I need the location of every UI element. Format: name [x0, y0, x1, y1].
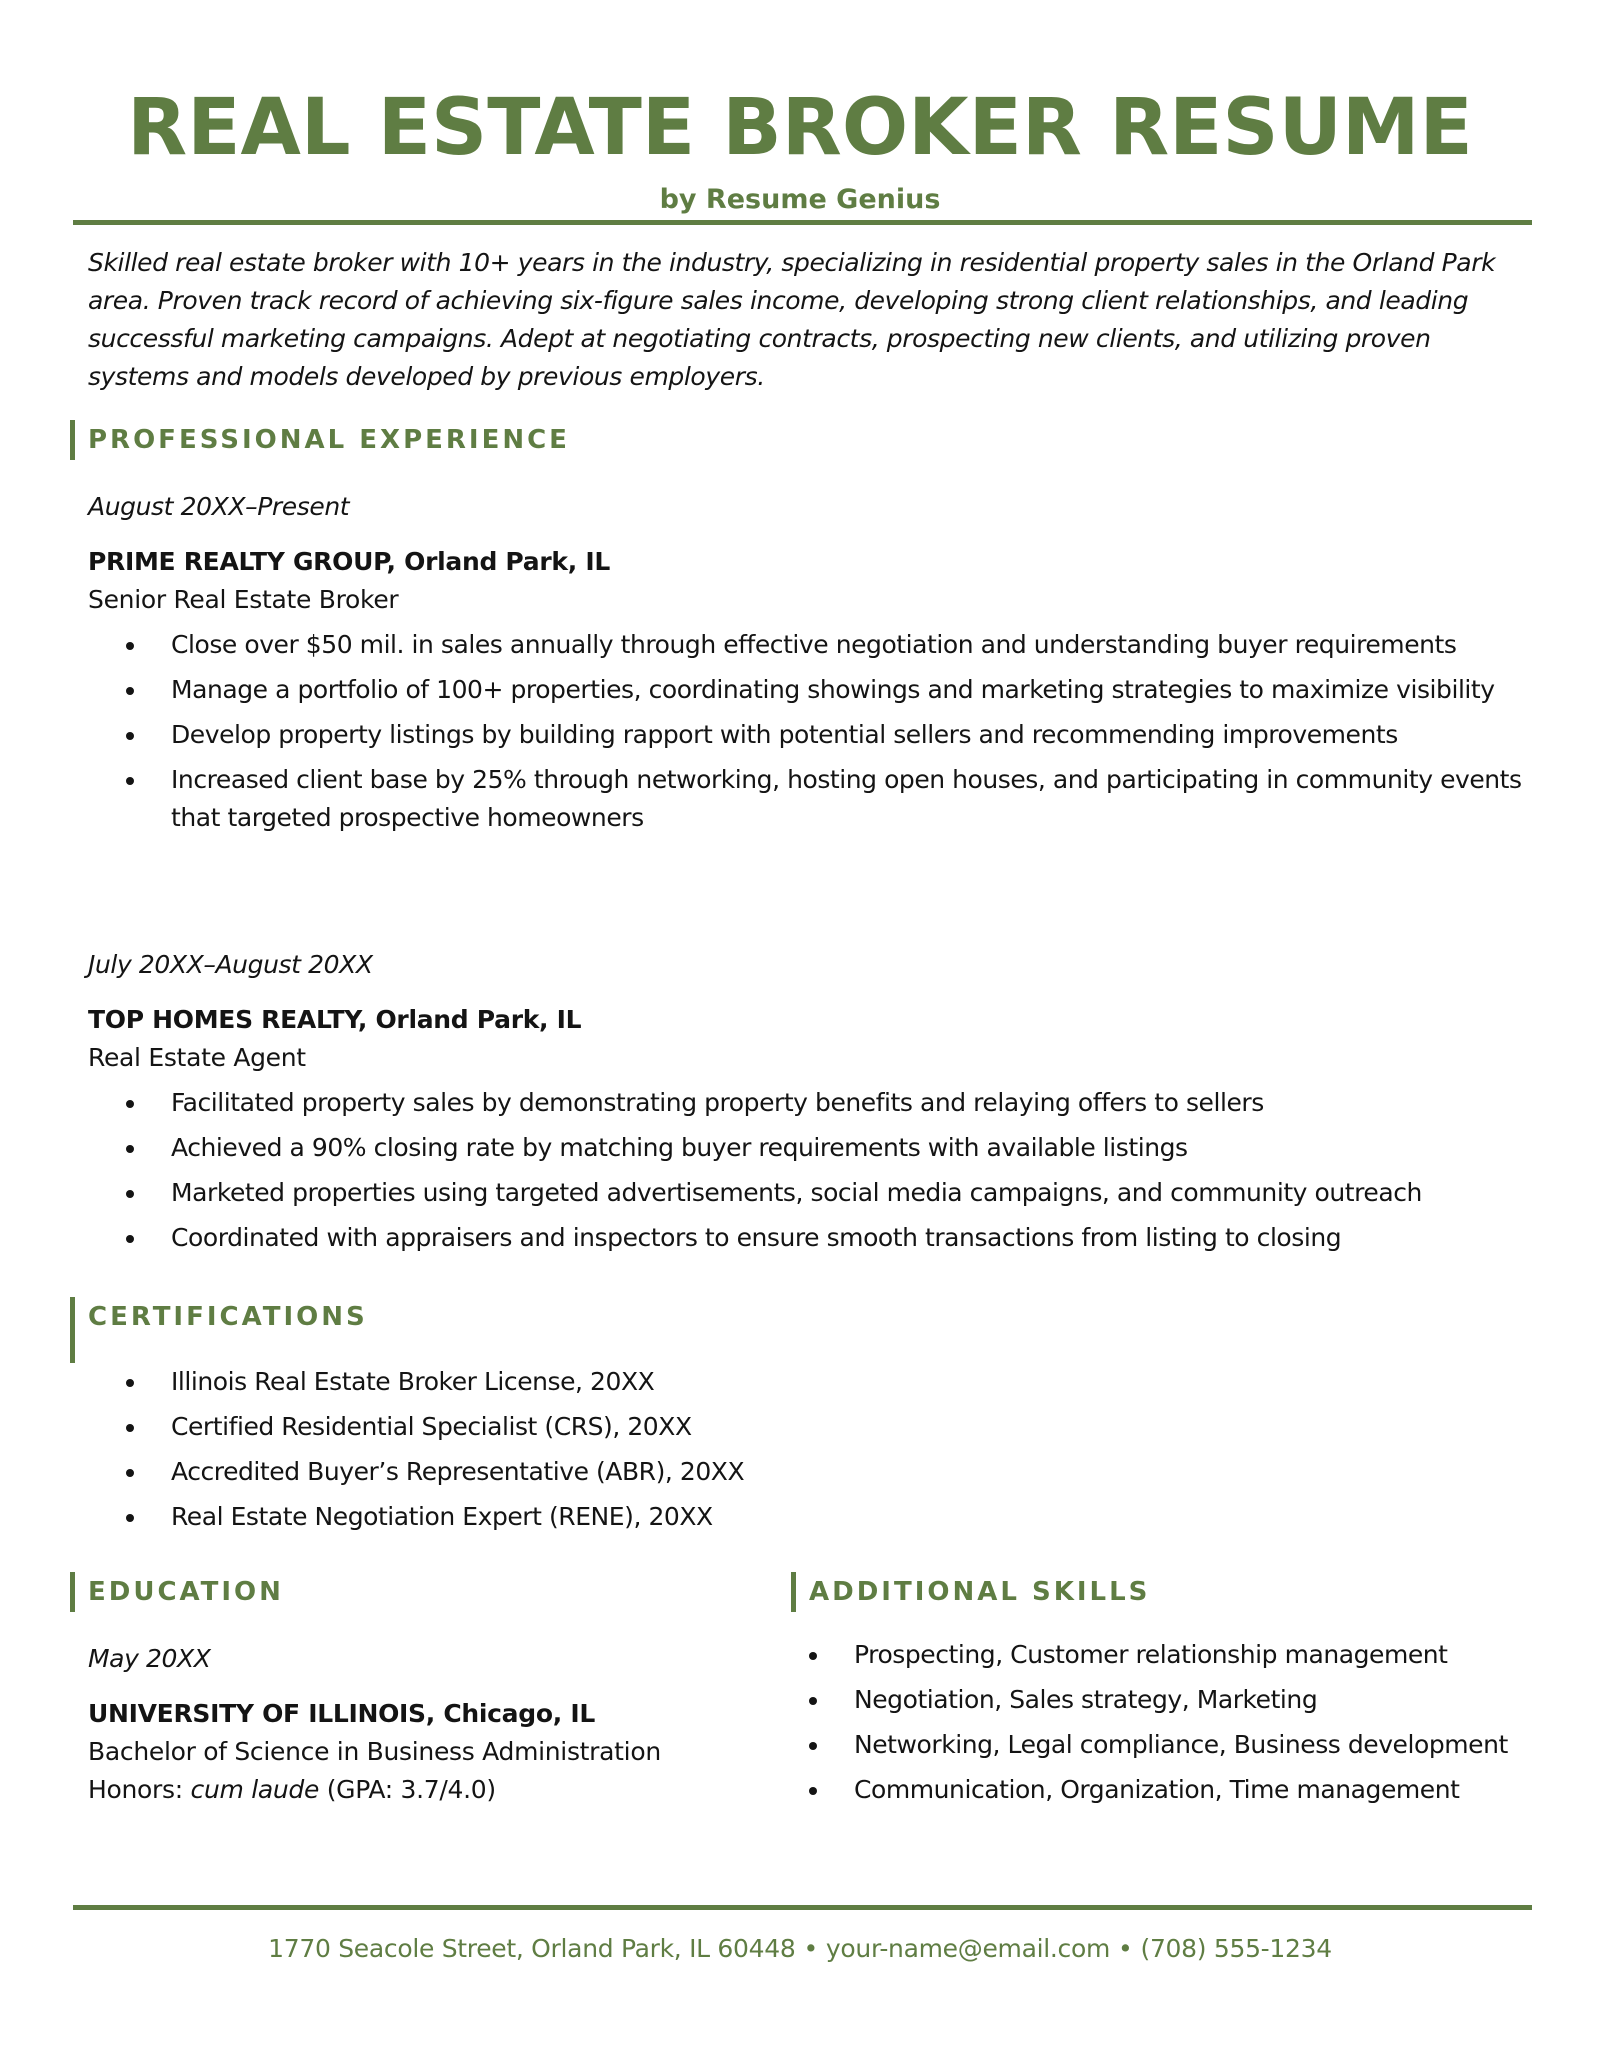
list-item: Prospecting, Customer relationship management	[854, 1636, 1534, 1674]
education-degree: Bachelor of Science in Business Administration	[88, 1737, 661, 1766]
honors-latin: cum laude	[190, 1775, 320, 1804]
section-heading-experience: PROFESSIONAL EXPERIENCE	[70, 420, 570, 460]
certifications-list	[171, 1363, 1533, 1543]
skills-list	[854, 1636, 1534, 1816]
job-1-title: Senior Real Estate Broker	[88, 585, 399, 614]
contact-address: 1770 Seacole Street, Orland Park, IL 60448	[268, 1934, 796, 1963]
job-1-bullets	[171, 626, 1533, 844]
job-1-company: PRIME REALTY GROUP, Orland Park, IL	[88, 547, 610, 576]
list-item: Develop property listings by building rapport with potential sellers and recommending improvements	[171, 716, 1533, 754]
list-item: Accredited Buyer’s Representative (ABR), 20XX	[171, 1453, 1533, 1491]
byline: by Resume Genius	[659, 184, 941, 215]
contact-email: your-name@email.com	[825, 1934, 1111, 1963]
list-item: Negotiation, Sales strategy, Marketing	[854, 1681, 1534, 1719]
education-honors	[88, 1771, 496, 1809]
list-item: Facilitated property sales by demonstrating property benefits and relaying offers to sellers	[171, 1084, 1533, 1122]
list-item: Networking, Legal compliance, Business development	[854, 1726, 1534, 1764]
list-item: Achieved a 90% closing rate by matching buyer requirements with available listings	[171, 1129, 1533, 1167]
list-item: Increased client base by 25% through networking, hosting open houses, and participating in community events that targeted prospective homeowners	[171, 761, 1533, 837]
job-1-dates: August 20XX–Present	[88, 492, 350, 521]
list-item: Communication, Organization, Time management	[854, 1771, 1534, 1809]
footer-divider	[73, 1905, 1532, 1910]
honors-gpa: (GPA: 3.7/4.0)	[319, 1775, 496, 1804]
list-item: Illinois Real Estate Broker License, 20XX	[171, 1363, 1533, 1401]
job-2-title: Real Estate Agent	[88, 1043, 306, 1072]
list-item: Marketed properties using targeted advertisements, social media campaigns, and community outreach	[171, 1174, 1533, 1212]
section-heading-skills: ADDITIONAL SKILLS	[791, 1572, 1150, 1612]
section-heading-certifications: CERTIFICATIONS	[70, 1297, 368, 1363]
section-heading-education: EDUCATION	[70, 1572, 284, 1612]
job-2-company: TOP HOMES REALTY, Orland Park, IL	[88, 1005, 582, 1034]
contact-phone: (708) 555-1234	[1140, 1934, 1332, 1963]
resume-title: REAL ESTATE BROKER RESUME	[127, 83, 1473, 173]
contact-separator: •	[1118, 1934, 1133, 1963]
job-2-bullets	[171, 1084, 1533, 1264]
list-item: Coordinated with appraisers and inspectors to ensure smooth transactions from listing to closing	[171, 1219, 1533, 1257]
education-school: UNIVERSITY OF ILLINOIS, Chicago, IL	[88, 1699, 595, 1728]
honors-prefix: Honors:	[88, 1775, 191, 1804]
education-date: May 20XX	[88, 1644, 211, 1673]
job-2-dates: July 20XX–August 20XX	[88, 950, 373, 979]
contact-info	[0, 1932, 1600, 1966]
list-item: Real Estate Negotiation Expert (RENE), 20XX	[171, 1498, 1533, 1536]
list-item: Manage a portfolio of 100+ properties, coordinating showings and marketing strategies to maximize visibility	[171, 671, 1533, 709]
list-item: Certified Residential Specialist (CRS), 20XX	[171, 1408, 1533, 1446]
header-divider	[73, 220, 1532, 225]
list-item: Close over $50 mil. in sales annually through effective negotiation and understanding buyer requirements	[171, 626, 1533, 664]
contact-separator: •	[803, 1934, 818, 1963]
summary-paragraph: Skilled real estate broker with 10+ years in the industry, specializing in residential property sales in the Orland Park area. Proven track record of achieving six-figure sales income, developing strong client relationships, and leading successful marketing campaigns. Adept at negotiating contracts, prospecting new clients, and utilizing proven systems and models developed by previous employers.	[88, 248, 1496, 391]
